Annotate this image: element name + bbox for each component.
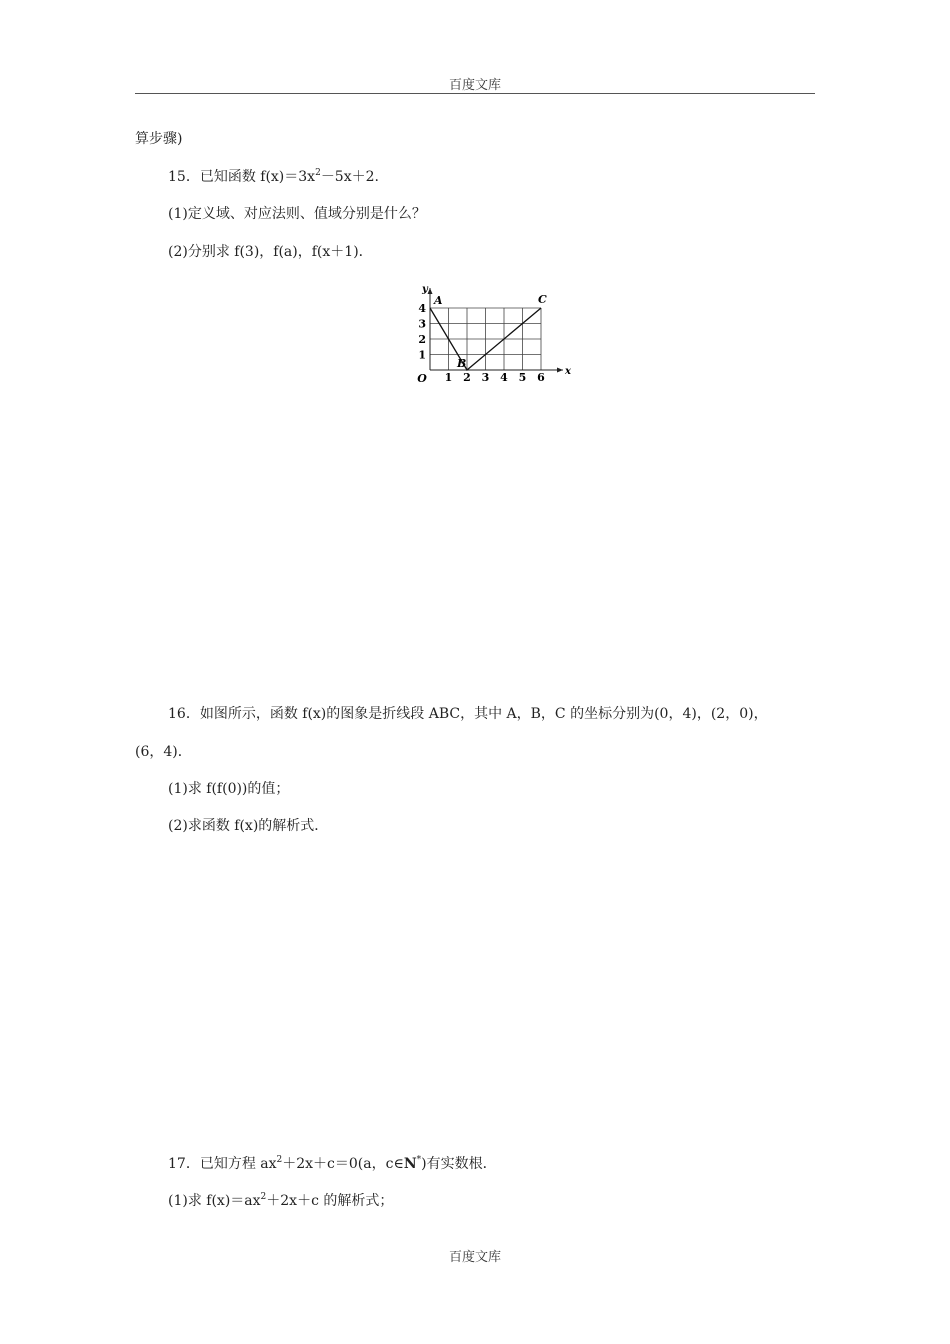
q17-p1-exponent: 2 [260, 1192, 267, 1202]
q15-text-tail: －5x＋2. [320, 169, 379, 185]
x-tick-label: 3 [481, 371, 490, 384]
x-tick-label: 6 [537, 371, 545, 384]
q15-text: 15．已知函数 f(x)＝3x [168, 169, 316, 185]
q17-exponent: 2 [276, 1155, 283, 1165]
x-tick-label: 5 [518, 371, 527, 384]
header-divider [135, 93, 815, 94]
q15-part-1: (1)定义域、对应法则、值域分别是什么？ [168, 206, 426, 222]
q16-part-1: (1)求 f(f(0))的值； [168, 781, 290, 797]
question-16: 16．如图所示，函数 f(x)的图象是折线段 ABC，其中 A，B，C 的坐标分别为(0，4)，(2，0)， [168, 706, 768, 722]
function-graph [410, 274, 570, 386]
x-tick-label: 4 [500, 371, 508, 384]
y-axis-arrow [428, 288, 433, 294]
q17-part-1 [168, 1190, 393, 1210]
q17-star: * [416, 1155, 422, 1165]
point-label: A [434, 294, 443, 307]
y-tick-label: 3 [418, 317, 426, 331]
x-axis-arrow [557, 368, 563, 373]
x-tick-label: 2 [463, 371, 471, 384]
question-15 [168, 166, 379, 186]
y-axis-label: y [422, 284, 428, 295]
q17-text-2: ＋2x＋c＝0(a，c∈ [282, 1156, 404, 1172]
continued-text: 算步骤) [135, 131, 183, 147]
question-17 [168, 1153, 497, 1173]
y-tick-label: 4 [418, 302, 426, 315]
point-label: B [457, 357, 467, 370]
q17-text-3: )有实数根． [421, 1156, 497, 1172]
q17-p1-tail: ＋2x＋c 的解析式； [266, 1193, 394, 1209]
q15-part-2: (2)分别求 f(3)，f(a)，f(x＋1)． [168, 244, 373, 260]
point-label: C [538, 293, 547, 306]
q17-text: 17．已知方程 ax [168, 1156, 277, 1172]
footer-title: 百度文库 [448, 1250, 501, 1265]
q16-part-2: (2)求函数 f(x)的解析式． [168, 818, 329, 834]
y-tick-label: 1 [418, 348, 426, 362]
x-axis-label: x [565, 366, 571, 377]
q17-natural-set: N [403, 1156, 417, 1172]
origin-label: O [417, 372, 427, 385]
header-title: 百度文库 [448, 78, 501, 93]
q17-p1-text: (1)求 f(x)＝ax [168, 1193, 261, 1209]
question-16-cont: (6，4)． [135, 744, 192, 760]
x-tick-label: 1 [444, 371, 453, 384]
y-tick-label: 2 [418, 333, 426, 346]
q15-exponent: 2 [315, 168, 321, 178]
